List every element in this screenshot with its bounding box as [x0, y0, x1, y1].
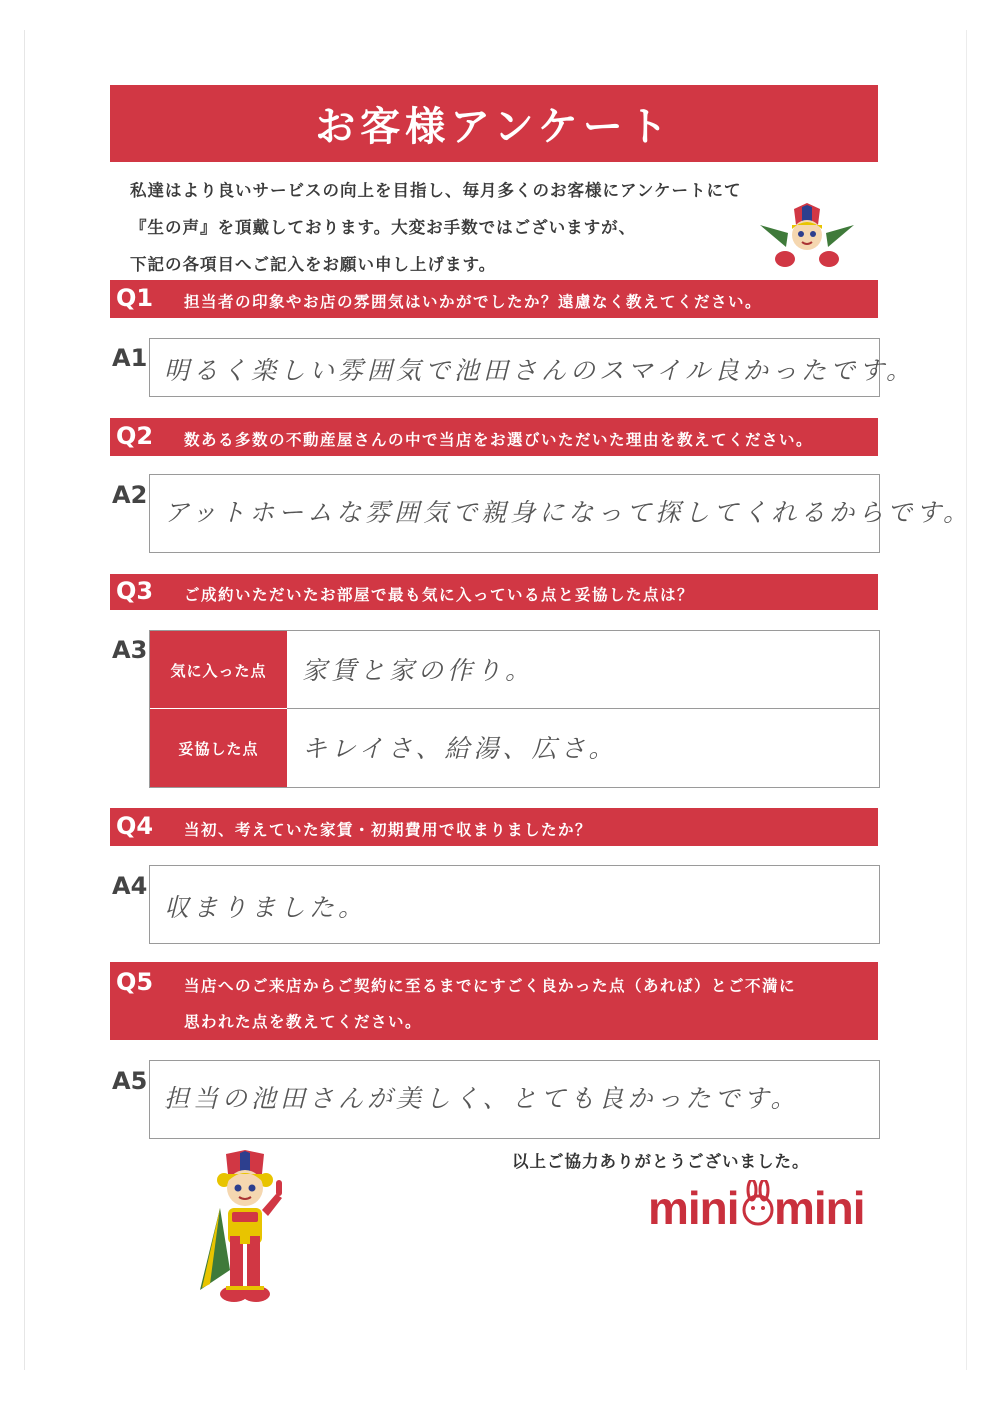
answer-box-a3	[149, 630, 880, 788]
question-text: 当初、考えていた家賃・初期費用で収まりましたか？	[184, 821, 593, 839]
scan-edge-left	[24, 30, 25, 1370]
answer-label-a4: A4	[112, 872, 148, 900]
question-number: Q4	[116, 812, 154, 840]
question-bar-q2	[110, 418, 878, 456]
question-bar-q5	[110, 962, 878, 1040]
logo-text-left: mini	[648, 1182, 739, 1232]
answer-text: アットホームな雰囲気で親身になって探してくれるからです。	[164, 498, 973, 527]
answer-text: 明るく楽しい雰囲気で池田さんのスマイル良かったです。	[164, 356, 916, 385]
answer-box-a4	[149, 865, 880, 944]
answer-box-a1	[149, 338, 916, 397]
intro-line-2: 『生の声』を頂戴しております。大変お手数ではございますが、	[130, 218, 637, 237]
minimini-logo	[648, 1180, 870, 1232]
question-number: Q2	[116, 422, 154, 450]
page-title: お客様アンケート	[315, 104, 673, 150]
answer-row-compromised	[150, 709, 879, 787]
row-label: 妥協した点	[150, 709, 287, 787]
answer-box-a5	[149, 1060, 880, 1139]
answer-box-a2	[149, 474, 973, 553]
row-label: 気に入った点	[150, 631, 287, 709]
answer-label-a2: A2	[112, 481, 148, 509]
title-banner	[110, 85, 878, 162]
mascot-standing-icon	[190, 1150, 300, 1310]
intro-line-3: 下記の各項目へご記入をお願い申し上げます。	[130, 255, 497, 274]
question-number: Q5	[116, 968, 154, 996]
intro-line-1: 私達はより良いサービスの向上を目指し、毎月多くのお客様にアンケートにて	[130, 181, 742, 200]
answer-text: キレイさ、給湯、広さ。	[302, 734, 618, 763]
question-number: Q3	[116, 577, 154, 605]
closing-message: 以上ご協力ありがとうございました。	[512, 1152, 810, 1171]
mascot-flying-icon	[758, 203, 856, 273]
intro-text	[130, 172, 770, 283]
logo-text-right: mini	[774, 1182, 865, 1232]
answer-label-a1: A1	[112, 344, 148, 372]
question-text: ご成約いただいたお部屋で最も気に入っている点と妥協した点は？	[184, 586, 695, 604]
question-bar-q4	[110, 808, 878, 846]
question-bar-q1	[110, 280, 878, 318]
question-number: Q1	[116, 284, 154, 312]
answer-row-liked	[150, 631, 879, 709]
scan-edge-right	[966, 30, 967, 1370]
question-bar-q3	[110, 574, 878, 610]
answer-label-a5: A5	[112, 1067, 148, 1095]
answer-text: 家賃と家の作り。	[302, 656, 535, 685]
rabbit-logo-icon	[744, 1180, 772, 1224]
question-text-line-2: 思われた点を教えてください。	[184, 1013, 423, 1031]
question-text: 数ある多数の不動産屋さんの中で当店をお選びいただいた理由を教えてください。	[184, 431, 814, 449]
question-text-line-1: 当店へのご来店からご契約に至るまでにすごく良かった点（あれば）とご不満に	[184, 977, 797, 995]
answer-label-a3: A3	[112, 636, 148, 664]
answer-text: 収まりました。	[164, 893, 368, 922]
question-text: 担当者の印象やお店の雰囲気はいかがでしたか？遠慮なく教えてください。	[184, 293, 763, 311]
answer-text: 担当の池田さんが美しく、とても良かったです。	[164, 1084, 800, 1113]
